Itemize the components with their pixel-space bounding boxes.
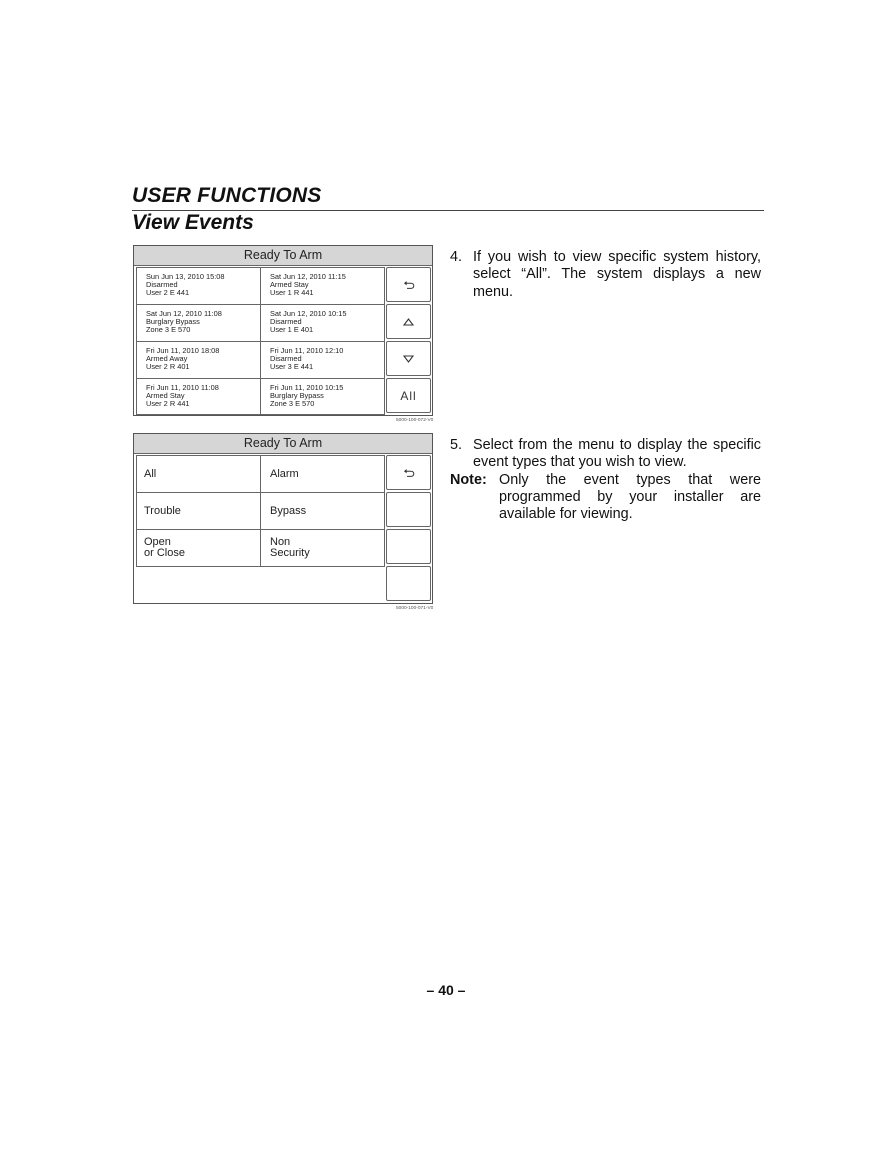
event-row bbox=[137, 268, 385, 305]
event-history-panel bbox=[133, 245, 433, 416]
menu-grid bbox=[136, 455, 385, 567]
back-button[interactable] bbox=[386, 455, 431, 490]
panel-header: Ready To Arm bbox=[134, 246, 432, 266]
event-date: Sun Jun 13, 2010 15:08 bbox=[146, 272, 225, 281]
menu-item-non-security[interactable] bbox=[261, 530, 385, 567]
step-4-block bbox=[450, 249, 761, 301]
scroll-up-button[interactable] bbox=[386, 304, 431, 339]
event-type-menu-panel bbox=[133, 433, 433, 604]
event-type: Disarmed bbox=[270, 317, 302, 327]
event-grid bbox=[136, 267, 385, 415]
event-cell[interactable] bbox=[261, 379, 385, 415]
event-cell[interactable] bbox=[261, 342, 385, 379]
menu-row bbox=[137, 456, 385, 493]
event-type: Burglary Bypass bbox=[270, 391, 324, 401]
event-type: Armed Stay bbox=[270, 280, 309, 290]
event-source: User 2 R 401 bbox=[146, 362, 190, 372]
event-type: Burglary Bypass bbox=[146, 317, 200, 327]
event-date: Fri Jun 11, 2010 18:08 bbox=[146, 346, 220, 355]
event-source: User 2 E 441 bbox=[146, 288, 190, 298]
menu-item-alarm[interactable]: Alarm bbox=[261, 456, 385, 493]
event-cell[interactable] bbox=[261, 305, 385, 342]
blank-button[interactable] bbox=[386, 566, 431, 601]
step-5-block bbox=[450, 437, 761, 523]
menu-item-line: or Close bbox=[144, 547, 185, 559]
menu-item-line: Open bbox=[144, 536, 171, 548]
blank-button[interactable] bbox=[386, 492, 431, 527]
event-row bbox=[137, 342, 385, 379]
menu-item-trouble[interactable]: Trouble bbox=[137, 493, 261, 530]
event-type: Disarmed bbox=[146, 280, 178, 290]
triangle-down-icon bbox=[403, 355, 414, 363]
event-date: Sat Jun 12, 2010 11:08 bbox=[146, 309, 222, 318]
step-item bbox=[450, 437, 761, 472]
menu-row bbox=[137, 530, 385, 567]
event-type: Armed Away bbox=[146, 354, 188, 364]
event-row bbox=[137, 379, 385, 415]
event-source: User 1 R 441 bbox=[270, 288, 314, 298]
back-arrow-icon bbox=[403, 280, 415, 290]
page-number: – 40 – bbox=[426, 982, 466, 998]
event-cell[interactable] bbox=[137, 379, 261, 415]
menu-item-line: Security bbox=[270, 547, 310, 559]
figure-code: 5000-100-072-V0 bbox=[396, 418, 434, 423]
menu-item-bypass[interactable]: Bypass bbox=[261, 493, 385, 530]
event-cell[interactable] bbox=[261, 268, 385, 305]
sub-title: View Events bbox=[132, 211, 254, 234]
note-text: Only the event types that were programmed by your installer are available for viewing. bbox=[499, 471, 761, 523]
step-text: Select from the menu to display the specific event types that you wish to view. bbox=[473, 437, 761, 471]
scroll-down-button[interactable] bbox=[386, 341, 431, 376]
panel-header: Ready To Arm bbox=[134, 434, 432, 454]
step-number: 4. bbox=[450, 249, 463, 265]
event-row bbox=[137, 305, 385, 342]
event-date: Sat Jun 12, 2010 10:15 bbox=[270, 309, 347, 318]
event-type: Disarmed bbox=[270, 354, 302, 364]
menu-item-open-close[interactable] bbox=[137, 530, 261, 567]
event-date: Fri Jun 11, 2010 12:10 bbox=[270, 346, 344, 355]
event-source: User 3 E 441 bbox=[270, 362, 314, 372]
all-button[interactable]: All bbox=[386, 378, 431, 413]
event-date: Fri Jun 11, 2010 11:08 bbox=[146, 383, 219, 392]
event-source: Zone 3 E 570 bbox=[146, 325, 191, 335]
menu-item-all[interactable]: All bbox=[137, 456, 261, 493]
event-date: Sat Jun 12, 2010 11:15 bbox=[270, 272, 346, 281]
note bbox=[450, 472, 761, 524]
menu-row bbox=[137, 493, 385, 530]
event-date: Fri Jun 11, 2010 10:15 bbox=[270, 383, 344, 392]
step-number: 5. bbox=[450, 437, 463, 453]
triangle-up-icon bbox=[403, 318, 414, 326]
event-source: User 2 R 441 bbox=[146, 399, 190, 409]
event-source: Zone 3 E 570 bbox=[270, 399, 315, 409]
figure-code: 5000-100-071-V0 bbox=[396, 606, 434, 611]
section-title: USER FUNCTIONS bbox=[132, 184, 322, 207]
menu-item-line: Non bbox=[270, 536, 291, 548]
event-cell[interactable] bbox=[137, 305, 261, 342]
event-source: User 1 E 401 bbox=[270, 325, 314, 335]
event-type: Armed Stay bbox=[146, 391, 185, 401]
step-item bbox=[450, 249, 761, 301]
back-button[interactable] bbox=[386, 267, 431, 302]
note-label: Note: bbox=[450, 471, 487, 488]
event-cell[interactable] bbox=[137, 268, 261, 305]
event-cell[interactable] bbox=[137, 342, 261, 379]
back-arrow-icon bbox=[403, 468, 415, 478]
blank-button[interactable] bbox=[386, 529, 431, 564]
step-text: If you wish to view specific system history, select “All”. The system displays a new menu. bbox=[473, 249, 761, 300]
